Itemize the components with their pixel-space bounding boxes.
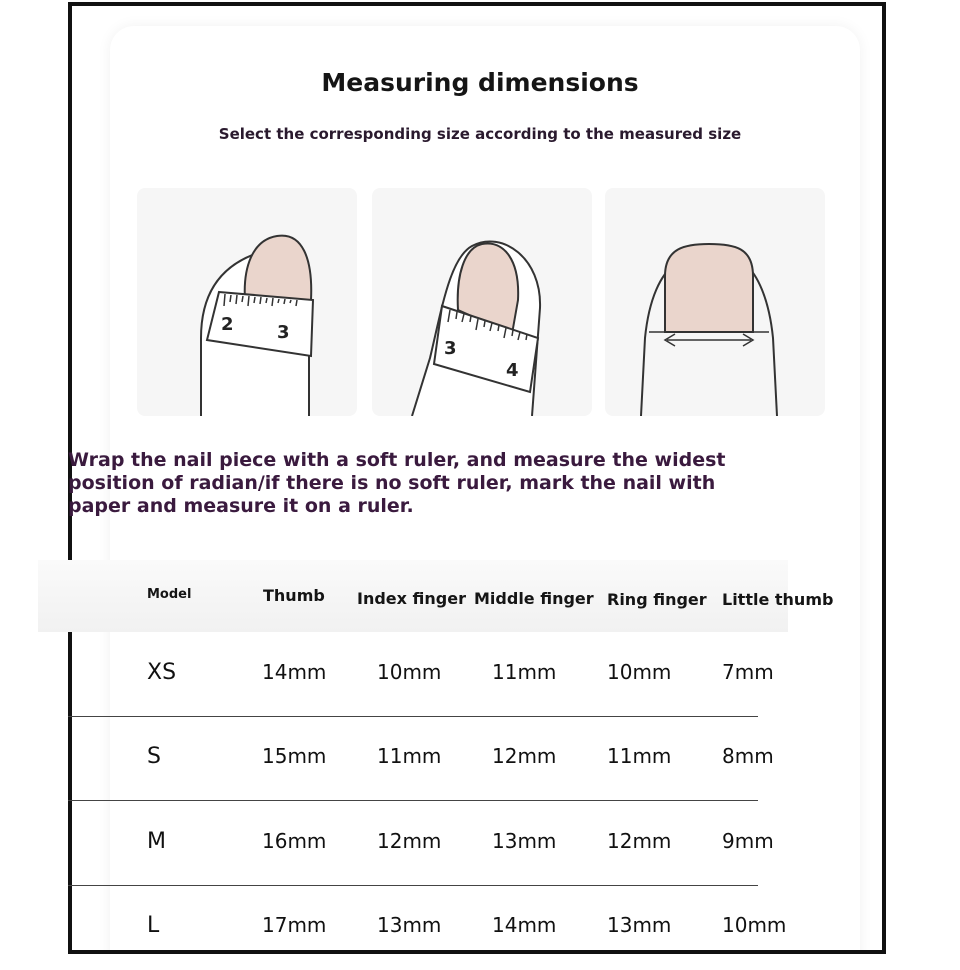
cell-size: L xyxy=(147,913,160,938)
cell-size: XS xyxy=(147,660,177,685)
cell-index: 12mm xyxy=(377,829,442,853)
ruler-number-3: 3 xyxy=(277,322,290,343)
cell-little: 8mm xyxy=(722,744,774,768)
cell-thumb: 14mm xyxy=(262,660,327,684)
cell-middle: 12mm xyxy=(492,744,557,768)
nail-width-drawing xyxy=(605,188,825,416)
header-index-finger: Index finger xyxy=(357,589,466,608)
cell-thumb: 15mm xyxy=(262,744,327,768)
illustration-thumb-ruler xyxy=(137,188,357,416)
table-row-l xyxy=(68,885,787,970)
ruler-number-3: 3 xyxy=(444,338,457,359)
cell-size: S xyxy=(147,744,161,769)
illustration-finger-ruler xyxy=(372,188,592,416)
cell-little: 7mm xyxy=(722,660,774,684)
header-little-thumb: Little thumb xyxy=(722,590,834,609)
cell-ring: 11mm xyxy=(607,744,672,768)
size-table-header xyxy=(38,560,834,632)
page-subtitle: Select the corresponding size according to the measured size xyxy=(218,125,742,143)
cell-ring: 13mm xyxy=(607,913,672,937)
cell-thumb: 16mm xyxy=(262,829,327,853)
header-model: Model xyxy=(147,587,192,602)
cell-little: 9mm xyxy=(722,829,774,853)
header-ring-finger: Ring finger xyxy=(607,590,707,609)
table-row-m xyxy=(68,801,774,886)
cell-middle: 14mm xyxy=(492,913,557,937)
finger-ruler-drawing xyxy=(372,188,592,416)
table-row-xs xyxy=(68,632,774,717)
cell-thumb: 17mm xyxy=(262,913,327,937)
cell-index: 10mm xyxy=(377,660,442,684)
cell-ring: 10mm xyxy=(607,660,672,684)
thumb-ruler-drawing xyxy=(137,188,357,416)
header-middle-finger: Middle finger xyxy=(474,589,594,608)
header-thumb: Thumb xyxy=(263,586,325,605)
cell-index: 13mm xyxy=(377,913,442,937)
cell-little: 10mm xyxy=(722,913,787,937)
cell-index: 11mm xyxy=(377,744,442,768)
page-title: Measuring dimensions xyxy=(321,68,639,97)
cell-middle: 11mm xyxy=(492,660,557,684)
table-row-s xyxy=(68,716,774,801)
measurement-instructions: Wrap the nail piece with a soft ruler, and measure the widest position of radian/if there is no soft ruler, mark the nail with paper and measure it on a ruler. xyxy=(68,449,726,517)
cell-middle: 13mm xyxy=(492,829,557,853)
illustration-nail-width xyxy=(605,188,825,416)
cell-size: M xyxy=(147,829,166,854)
ruler-number-2: 2 xyxy=(221,314,234,335)
cell-ring: 12mm xyxy=(607,829,672,853)
ruler-number-4: 4 xyxy=(506,360,519,381)
